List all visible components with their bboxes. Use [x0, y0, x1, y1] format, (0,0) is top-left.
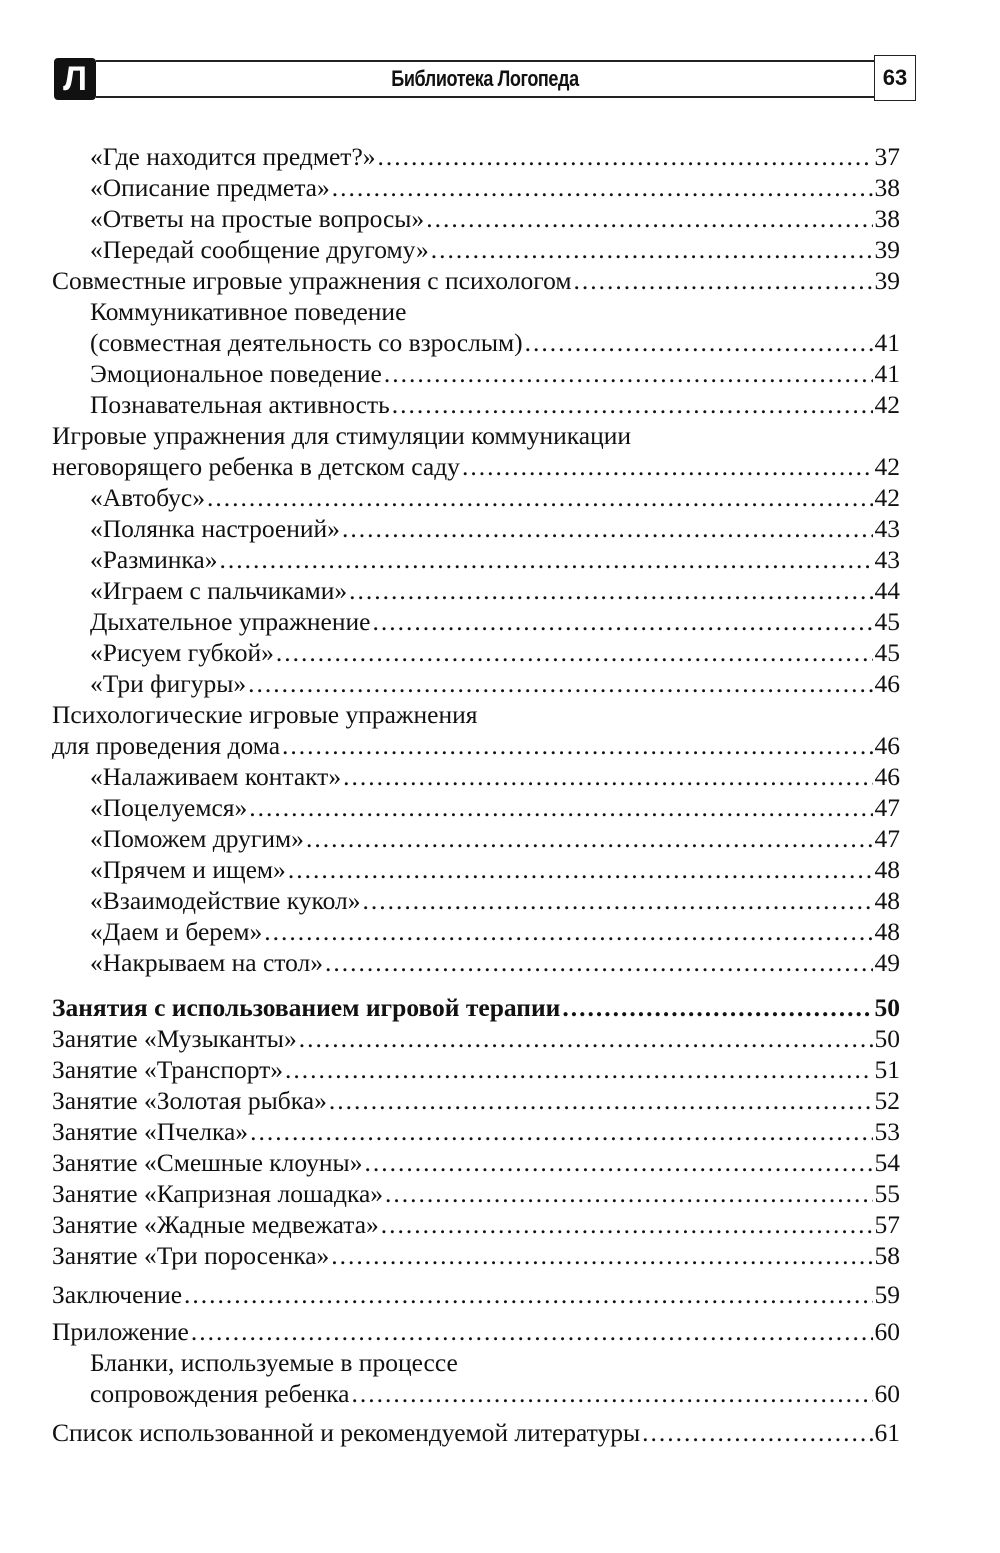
toc-entry[interactable] [52, 172, 900, 203]
toc-entry-title: Занятие «Капризная лошадка» [52, 1179, 384, 1208]
table-of-contents [52, 141, 900, 1448]
toc-entry[interactable] [52, 482, 900, 513]
toc-entry-title: (совместная деятельность со взрослым) [90, 328, 523, 357]
toc-entry-title-line: Бланки, используемые в процессе [90, 1348, 458, 1377]
toc-entry-page: 58 [874, 1241, 900, 1270]
dot-leader [349, 575, 872, 606]
toc-entry-page: 47 [874, 793, 900, 822]
dot-leader [276, 637, 873, 668]
toc-entry[interactable] [52, 992, 900, 1023]
toc-entry[interactable] [52, 1147, 900, 1178]
toc-entry-title: сопровождения ребенка [90, 1379, 350, 1408]
toc-entry-title: Занятие «Три поросенка» [52, 1241, 330, 1270]
toc-entry-line [52, 1054, 900, 1085]
toc-entry-page: 44 [874, 576, 900, 605]
toc-entry[interactable] [52, 575, 900, 606]
toc-entry-line [52, 1279, 900, 1310]
dot-leader [282, 730, 872, 761]
dot-leader [299, 1023, 873, 1054]
toc-entry-page: 48 [874, 886, 900, 915]
toc-entry-line [52, 1316, 900, 1347]
toc-entry[interactable] [52, 916, 900, 947]
dot-leader [264, 916, 872, 947]
dot-leader [381, 1209, 873, 1240]
toc-entry[interactable] [52, 885, 900, 916]
dot-leader [562, 992, 872, 1023]
toc-entry[interactable] [52, 1347, 900, 1409]
toc-entry[interactable] [52, 637, 900, 668]
toc-entry-line [52, 358, 900, 389]
toc-entry-line [52, 1147, 900, 1178]
toc-entry-title: Занятие «Золотая рыбка» [52, 1086, 327, 1115]
dot-leader [343, 761, 872, 792]
toc-entry-page: 39 [874, 266, 900, 295]
toc-entry-line [52, 1116, 900, 1147]
toc-entry-title: Занятия с использованием игровой терапии [52, 993, 561, 1022]
toc-entry-title-line: Коммуникативное поведение [90, 297, 407, 326]
toc-entry-line [52, 792, 900, 823]
toc-entry-page: 46 [874, 762, 900, 791]
toc-entry-page: 59 [874, 1280, 900, 1309]
toc-entry-line [52, 513, 900, 544]
toc-entry-title: «Где находится предмет?» [90, 142, 376, 171]
toc-entry-title: «Поможем другим» [90, 824, 304, 853]
dot-leader [363, 885, 873, 916]
toc-entry-title: Эмоциональное поведение [90, 359, 382, 388]
toc-entry-line [52, 668, 900, 699]
dot-leader [332, 172, 873, 203]
dot-leader [364, 1147, 872, 1178]
dot-leader [325, 947, 873, 978]
toc-entry-page: 46 [874, 731, 900, 760]
toc-entry-line [52, 544, 900, 575]
toc-entry-title: «Разминка» [90, 545, 218, 574]
toc-entry-line [52, 606, 900, 637]
toc-entry[interactable] [52, 389, 900, 420]
toc-entry-title: «Передай сообщение другому» [90, 235, 429, 264]
toc-entry-page: 49 [874, 948, 900, 977]
toc-entry-line [52, 637, 900, 668]
toc-entry-page: 54 [874, 1148, 900, 1177]
toc-entry[interactable] [52, 513, 900, 544]
toc-entry-line [52, 1178, 900, 1209]
toc-entry-title: «Три фигуры» [90, 669, 247, 698]
toc-entry-page: 41 [874, 328, 900, 357]
toc-entry-page: 41 [874, 359, 900, 388]
dot-leader [525, 327, 873, 358]
toc-entry-title-line: Игровые упражнения для стимуляции коммуникации [52, 421, 632, 450]
dot-leader [285, 1054, 872, 1085]
page-number: 63 [874, 55, 916, 101]
toc-entry[interactable] [52, 234, 900, 265]
toc-entry[interactable] [52, 1054, 900, 1085]
dot-leader [191, 1316, 873, 1347]
toc-entry-page: 51 [874, 1055, 900, 1084]
toc-entry[interactable] [52, 544, 900, 575]
toc-entry-title: Занятие «Пчелка» [52, 1117, 249, 1146]
toc-entry-line [52, 1378, 900, 1409]
toc-entry-page: 61 [874, 1418, 900, 1447]
toc-entry-line [52, 172, 900, 203]
toc-entry-title: «Поцелуемся» [90, 793, 248, 822]
toc-entry-line [52, 1240, 900, 1271]
dot-leader [574, 265, 873, 296]
toc-entry[interactable] [52, 1023, 900, 1054]
dot-leader [331, 1240, 872, 1271]
dot-leader [249, 792, 872, 823]
toc-entry[interactable] [52, 606, 900, 637]
dot-leader [219, 544, 872, 575]
toc-entry[interactable] [52, 1116, 900, 1147]
toc-entry[interactable] [52, 141, 900, 172]
dot-leader [385, 1178, 872, 1209]
toc-entry-title: Дыхательное упражнение [90, 607, 371, 636]
toc-entry-title: «Ответы на простые вопросы» [90, 204, 425, 233]
toc-entry-line [52, 1209, 900, 1240]
toc-entry-line [52, 1023, 900, 1054]
toc-entry-line [52, 823, 900, 854]
toc-entry-page: 45 [874, 638, 900, 667]
toc-entry[interactable] [52, 1209, 900, 1240]
toc-entry-page: 48 [874, 855, 900, 884]
toc-entry-page: 50 [874, 1024, 900, 1053]
dot-leader [384, 358, 873, 389]
toc-entry-title: «Автобус» [90, 483, 205, 512]
toc-entry-page: 53 [874, 1117, 900, 1146]
toc-entry-line [52, 389, 900, 420]
toc-entry-line [52, 761, 900, 792]
toc-entry-line [52, 451, 900, 482]
toc-entry[interactable] [52, 854, 900, 885]
toc-entry[interactable] [52, 699, 900, 761]
toc-entry-page: 60 [874, 1379, 900, 1408]
toc-entry-line [52, 234, 900, 265]
toc-entry-title: «Даем и берем» [90, 917, 263, 946]
toc-entry-title: Познавательная активность [90, 390, 390, 419]
toc-entry-title: Занятие «Транспорт» [52, 1055, 284, 1084]
toc-entry[interactable] [52, 1240, 900, 1271]
dot-leader [288, 854, 873, 885]
toc-entry-page: 37 [874, 142, 900, 171]
toc-entry-line [52, 575, 900, 606]
toc-entry-page: 47 [874, 824, 900, 853]
dot-leader [426, 203, 872, 234]
toc-entry-line [52, 854, 900, 885]
toc-entry-title: «Играем с пальчиками» [90, 576, 348, 605]
toc-entry-line [52, 1417, 900, 1448]
toc-entry-line [52, 265, 900, 296]
toc-entry[interactable] [52, 358, 900, 389]
running-header [54, 55, 916, 101]
toc-entry-title: «Описание предмета» [90, 173, 330, 202]
dot-leader [342, 513, 873, 544]
toc-entry-page: 43 [874, 514, 900, 543]
toc-entry-page: 42 [874, 452, 900, 481]
toc-entry-title-line: Психологические игровые упражнения [52, 700, 478, 729]
toc-entry-page: 46 [874, 669, 900, 698]
series-title: Библиотека Логопеда [391, 66, 579, 91]
toc-entry-line [52, 482, 900, 513]
toc-entry[interactable] [52, 1417, 900, 1448]
toc-entry-page: 48 [874, 917, 900, 946]
toc-entry-page: 38 [874, 204, 900, 233]
dot-leader [207, 482, 873, 513]
dot-leader [184, 1279, 872, 1310]
toc-entry[interactable] [52, 792, 900, 823]
toc-entry-title: Занятие «Музыканты» [52, 1024, 297, 1053]
toc-entry-page: 60 [874, 1317, 900, 1346]
toc-entry[interactable] [52, 1316, 900, 1347]
toc-entry-title: для проведения дома [52, 731, 281, 760]
toc-entry-title: «Взаимодействие кукол» [90, 886, 361, 915]
toc-entry-line [52, 141, 900, 172]
toc-entry[interactable] [52, 420, 900, 482]
library-logo: Л [54, 58, 96, 100]
dot-leader [250, 1116, 872, 1147]
toc-entry[interactable] [52, 823, 900, 854]
toc-entry[interactable] [52, 203, 900, 234]
toc-entry-title: Занятие «Смешные клоуны» [52, 1148, 363, 1177]
toc-entry-page: 52 [874, 1086, 900, 1115]
toc-entry-title: Занятие «Жадные медвежата» [52, 1210, 379, 1239]
toc-entry-title: «Полянка настроений» [90, 514, 340, 543]
toc-entry-title: «Накрываем на стол» [90, 948, 323, 977]
dot-leader [642, 1417, 872, 1448]
toc-entry[interactable] [52, 265, 900, 296]
toc-entry[interactable] [52, 668, 900, 699]
toc-entry-line [52, 327, 900, 358]
toc-entry[interactable] [52, 296, 900, 358]
toc-entry-page: 45 [874, 607, 900, 636]
toc-entry[interactable] [52, 1178, 900, 1209]
toc-entry-page: 39 [874, 235, 900, 264]
dot-leader [378, 141, 873, 172]
dot-leader [392, 389, 873, 420]
toc-entry-line [52, 992, 900, 1023]
toc-entry-line [52, 730, 900, 761]
toc-entry-page: 50 [874, 993, 900, 1022]
toc-entry[interactable] [52, 947, 900, 978]
toc-entry-title: неговорящего ребенка в детском саду [52, 452, 460, 481]
toc-entry-line [52, 947, 900, 978]
dot-leader [431, 234, 873, 265]
toc-entry-page: 43 [874, 545, 900, 574]
toc-entry-title: Приложение [52, 1317, 189, 1346]
dot-leader [352, 1378, 873, 1409]
toc-entry-line [52, 203, 900, 234]
toc-entry[interactable] [52, 1085, 900, 1116]
toc-entry-title: «Налаживаем контакт» [90, 762, 342, 791]
toc-entry-page: 57 [874, 1210, 900, 1239]
dot-leader [306, 823, 873, 854]
toc-entry-title: Заключение [52, 1280, 183, 1309]
toc-entry-title: «Прячем и ищем» [90, 855, 286, 884]
toc-entry-title: «Рисуем губкой» [90, 638, 274, 667]
toc-entry-page: 55 [874, 1179, 900, 1208]
toc-entry-page: 38 [874, 173, 900, 202]
dot-leader [372, 606, 872, 637]
dot-leader [248, 668, 872, 699]
dot-leader [462, 451, 873, 482]
toc-entry-line [52, 916, 900, 947]
toc-entry-line [52, 1085, 900, 1116]
toc-entry-page: 42 [874, 483, 900, 512]
toc-entry[interactable] [52, 761, 900, 792]
toc-entry-title: Совместные игровые упражнения с психологом [52, 266, 572, 295]
toc-entry[interactable] [52, 1279, 900, 1310]
header-bar [96, 60, 874, 98]
toc-entry-line [52, 885, 900, 916]
toc-entry-page: 42 [874, 390, 900, 419]
toc-entry-title: Список использованной и рекомендуемой литературы [52, 1418, 641, 1447]
dot-leader [329, 1085, 873, 1116]
